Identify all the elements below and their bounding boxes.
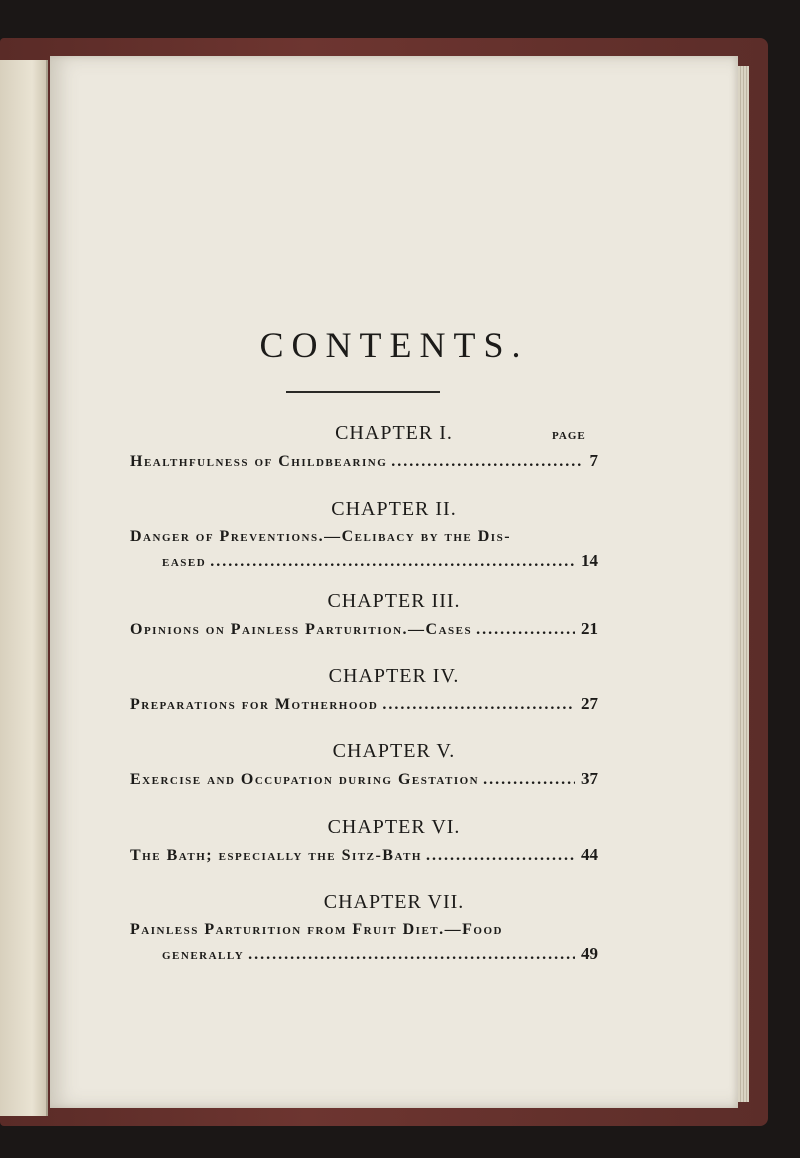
chapter-3-page: 21 — [581, 619, 598, 638]
chapter-6-title: CHAPTER VI. — [327, 816, 461, 838]
leader-dots — [382, 693, 575, 717]
chapter-2-page: 14 — [581, 551, 598, 570]
leader-dots — [210, 550, 575, 574]
heading-rule — [286, 391, 440, 393]
chapter-4-text: Preparations for Motherhood — [130, 696, 379, 713]
page-heading: CONTENTS. — [259, 325, 529, 365]
chapter-4-page: 27 — [581, 694, 598, 713]
leader-dots — [476, 618, 575, 642]
chapter-5-entry[interactable] — [130, 767, 598, 792]
leader-dots — [483, 768, 575, 792]
chapter-4-title: CHAPTER IV. — [328, 665, 460, 687]
chapter-2-title: CHAPTER II. — [331, 498, 457, 520]
chapter-2-text: Danger of Preventions.—Celibacy by the Dis- — [130, 528, 512, 545]
chapter-6-text: The Bath; especially the Sitz-Bath — [130, 847, 422, 864]
chapter-2-text-cont: eased — [162, 553, 207, 570]
chapter-1-entry[interactable] — [130, 449, 598, 474]
chapter-2-entry[interactable] — [130, 525, 598, 574]
chapter-3-entry[interactable] — [130, 617, 598, 642]
chapter-6-entry[interactable] — [130, 843, 598, 868]
chapter-5-text: Exercise and Occupation during Gestation — [130, 771, 480, 788]
chapter-7-text: Painless Parturition from Fruit Diet.—Food — [130, 921, 503, 938]
leader-dots — [426, 844, 575, 868]
chapter-1-title: CHAPTER I. — [335, 422, 453, 444]
chapter-3-title: CHAPTER III. — [327, 590, 461, 612]
contents-page — [50, 56, 738, 1108]
chapter-7-entry[interactable] — [130, 918, 598, 967]
chapter-5-title: CHAPTER V. — [332, 740, 456, 762]
leader-dots — [248, 943, 575, 967]
chapter-1-text: Healthfulness of Childbearing — [130, 453, 388, 470]
chapter-5-page: 37 — [581, 769, 598, 788]
page-column-label: PAGE — [552, 430, 586, 442]
chapter-7-title: CHAPTER VII. — [323, 891, 465, 913]
facing-page-edge — [0, 60, 48, 1116]
chapter-7-page: 49 — [581, 944, 598, 963]
chapter-6-page: 44 — [581, 845, 598, 864]
chapter-7-text-cont: generally — [162, 946, 245, 963]
chapter-1-page: 7 — [589, 451, 598, 470]
chapter-4-entry[interactable] — [130, 692, 598, 717]
chapter-3-text: Opinions on Painless Parturition.—Cases — [130, 621, 473, 638]
leader-dots — [391, 450, 583, 474]
